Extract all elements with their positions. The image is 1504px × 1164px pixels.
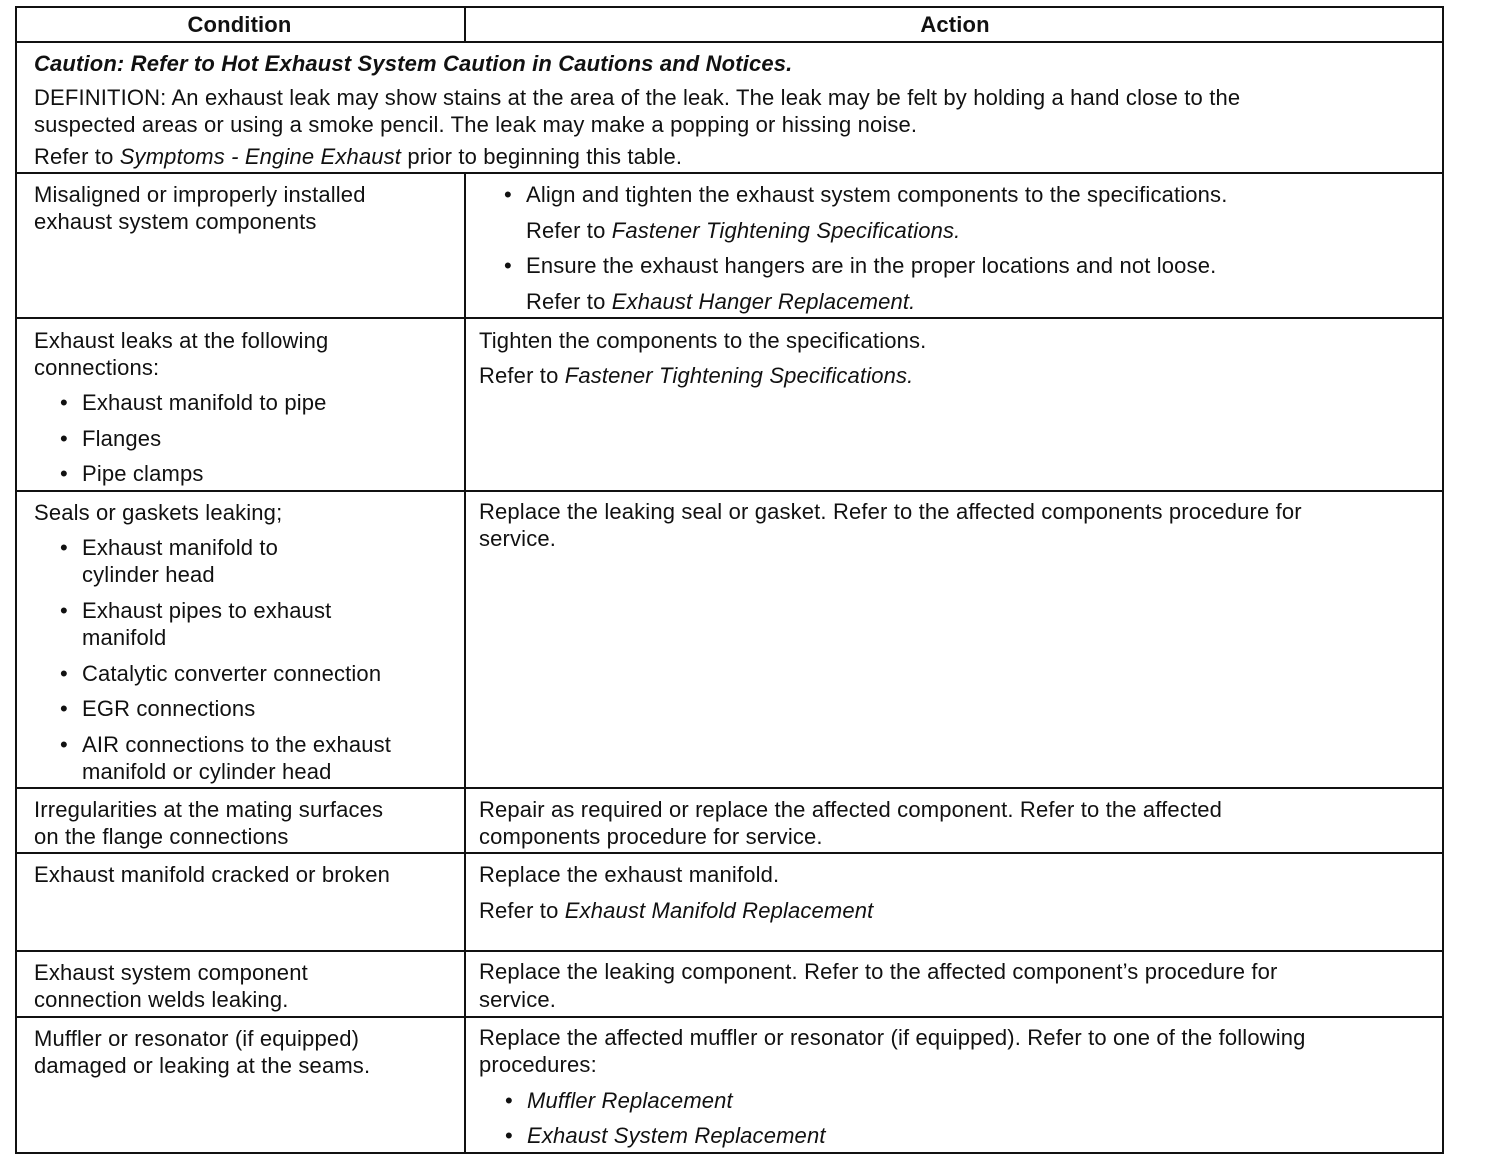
row1-action-refer2: Refer to Exhaust Hanger Replacement. <box>526 289 916 314</box>
row2-condition: Exhaust leaks at the following <box>34 328 329 353</box>
fastener-spec-link[interactable]: Fastener Tightening Specifications. <box>611 218 961 243</box>
row7-condition-cont: damaged or leaking at the seams. <box>34 1053 371 1078</box>
rule-row1 <box>15 317 1444 319</box>
row6-condition-cont: connection welds leaking. <box>34 987 289 1012</box>
rule-row2 <box>15 490 1444 492</box>
header-condition: Condition <box>187 12 292 37</box>
row3-action: Replace the leaking seal or gasket. Refer to the affected components procedure for <box>479 499 1302 524</box>
row4-action: Repair as required or replace the affected component. Refer to the affected <box>479 797 1222 822</box>
row4-action-cont: components procedure for service. <box>479 824 823 849</box>
row5-condition: Exhaust manifold cracked or broken <box>34 862 391 887</box>
rule-row6 <box>15 1016 1444 1018</box>
row3-condition-bullet: • AIR connections to the exhaust <box>82 731 391 758</box>
row5-action-refer: Refer to Exhaust Manifold Replacement <box>479 898 874 923</box>
rule-row5 <box>15 950 1444 952</box>
row7-condition: Muffler or resonator (if equipped) <box>34 1026 360 1051</box>
rule-header <box>15 41 1444 43</box>
caution-note: Caution: Refer to Hot Exhaust System Caution in Cautions and Notices. <box>34 51 793 76</box>
row7-action-bullet <box>527 1087 733 1114</box>
row2-condition-bullet: • Exhaust manifold to pipe <box>82 389 327 416</box>
intro-refer: Refer to Symptoms - Engine Exhaust prior to beginning this table. <box>34 144 683 169</box>
row3-condition-bullet-cont: cylinder head <box>82 562 215 587</box>
header-action: Action <box>920 12 990 37</box>
row3-condition-bullet: • Exhaust pipes to exhaust <box>82 597 331 624</box>
row4-condition: Irregularities at the mating surfaces <box>34 797 384 822</box>
row2-condition-bullet: • Flanges <box>82 425 161 452</box>
row6-action-cont: service. <box>479 987 556 1012</box>
row6-action: Replace the leaking component. Refer to the affected component’s procedure for <box>479 959 1278 984</box>
row4-condition-cont: on the flange connections <box>34 824 289 849</box>
rule-intro <box>15 172 1444 174</box>
row2-action-refer: Refer to Fastener Tightening Specifications. <box>479 363 914 388</box>
rule-row4 <box>15 852 1444 854</box>
hanger-replacement-link[interactable]: Exhaust Hanger Replacement. <box>611 289 916 314</box>
row7-action-cont: procedures: <box>479 1052 597 1077</box>
row2-action: Tighten the components to the specifications. <box>479 328 927 353</box>
row1-condition: Misaligned or improperly installed <box>34 182 366 207</box>
definition-text-cont: suspected areas or using a smoke pencil. The leak may make a popping or hissing noise. <box>34 112 918 137</box>
row3-condition-bullet-cont: manifold or cylinder head <box>82 759 332 784</box>
definition-text: DEFINITION: An exhaust leak may show stains at the area of the leak. The leak may be felt by holding a hand close to the <box>34 85 1241 110</box>
row3-condition-bullet: • EGR connections <box>82 695 255 722</box>
row1-action-bullet2: • Ensure the exhaust hangers are in the proper locations and not loose. <box>526 252 1216 279</box>
row7-action-bullet <box>527 1122 826 1149</box>
rule-row3 <box>15 787 1444 789</box>
column-divider-body <box>464 172 466 1154</box>
muffler-replacement-link[interactable]: Muffler Replacement <box>527 1088 733 1113</box>
row5-action: Replace the exhaust manifold. <box>479 862 780 887</box>
row7-action: Replace the affected muffler or resonator (if equipped). Refer to one of the following <box>479 1025 1306 1050</box>
row3-action-cont: service. <box>479 526 556 551</box>
row6-condition: Exhaust system component <box>34 960 308 985</box>
row1-action-refer1: Refer to Fastener Tightening Specifications. <box>526 218 961 243</box>
row3-condition-bullet: • Catalytic converter connection <box>82 660 381 687</box>
fastener-spec-link[interactable]: Fastener Tightening Specifications. <box>564 363 914 388</box>
row1-condition-cont: exhaust system components <box>34 209 317 234</box>
row3-condition-bullet-cont: manifold <box>82 625 167 650</box>
row1-action-bullet1: • Align and tighten the exhaust system components to the specifications. <box>526 181 1227 208</box>
row3-condition: Seals or gaskets leaking; <box>34 500 283 525</box>
row3-condition-bullet: • Exhaust manifold to <box>82 534 278 561</box>
row2-condition-cont: connections: <box>34 355 160 380</box>
row2-condition-bullet: • Pipe clamps <box>82 460 203 487</box>
symptoms-link[interactable]: Symptoms - Engine Exhaust <box>119 144 402 169</box>
manifold-replacement-link[interactable]: Exhaust Manifold Replacement <box>564 898 874 923</box>
exhaust-system-replacement-link[interactable]: Exhaust System Replacement <box>527 1123 826 1148</box>
